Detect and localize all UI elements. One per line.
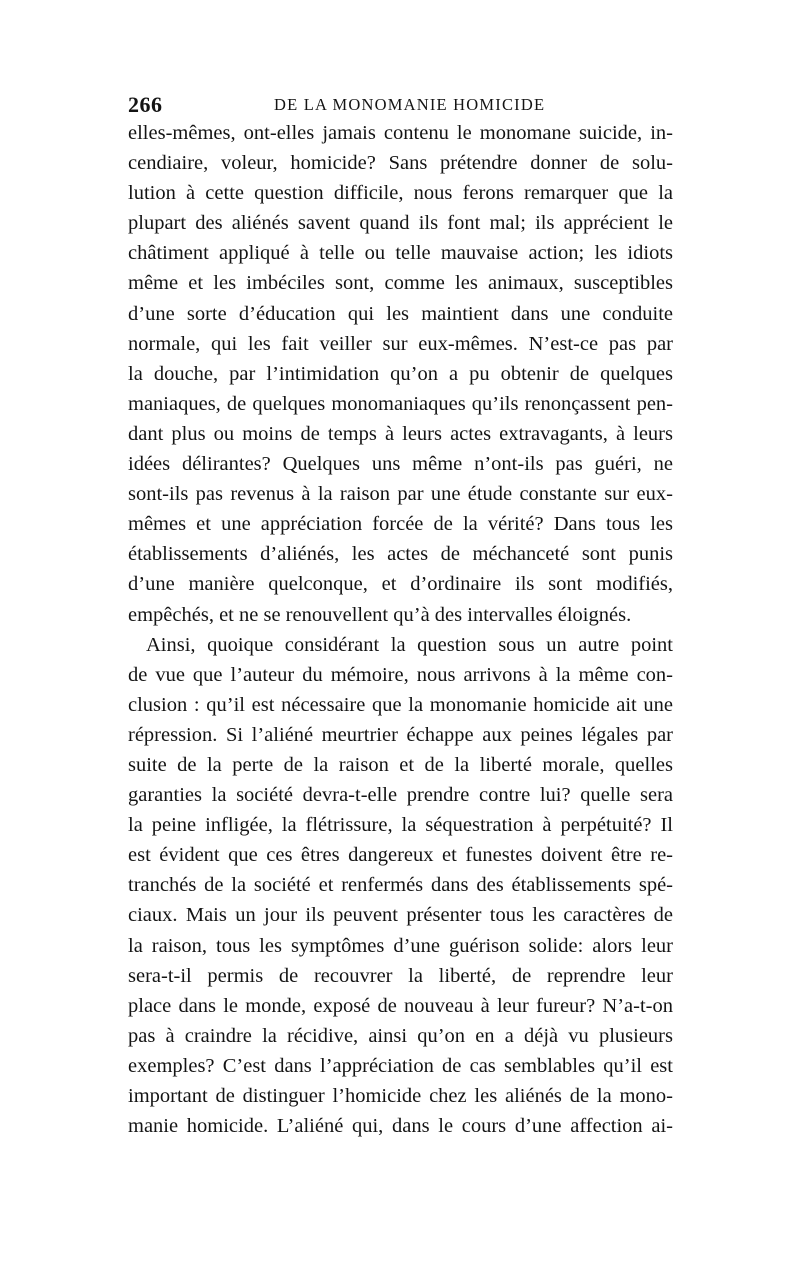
text-line: plupart des aliénés savent quand ils font mal; ils apprécient le — [128, 212, 673, 235]
text-line: d’une manière quelconque, et d’ordinaire ils sont modifiés, — [128, 573, 673, 596]
text-line: dant plus ou moins de temps à leurs actes extravagants, à leurs — [128, 422, 673, 445]
text-line: suite de la perte de la raison et de la liberté morale, quelles — [128, 753, 673, 776]
body-text — [128, 118, 673, 1141]
text-line: la peine infligée, la flétrissure, la séquestration à perpétuité? Il — [128, 814, 673, 837]
text-line: répression. Si l’aliéné meurtrier échappe aux peines légales par — [128, 723, 673, 746]
text-line: de vue que l’auteur du mémoire, nous arrivons à la même con- — [128, 663, 673, 686]
text-line: la douche, par l’intimidation qu’on a pu obtenir de quelques — [128, 362, 673, 385]
text-line: manie homicide. L’aliéné qui, dans le cours d’une affection ai- — [128, 1115, 673, 1138]
paragraph-end-line: empêchés, et ne se renouvellent qu’à des intervalles éloignés. — [128, 603, 632, 626]
text-line: d’une sorte d’éducation qui les maintient dans une conduite — [128, 302, 673, 325]
text-line: pas à craindre la récidive, ainsi qu’on en a déjà vu plusieurs — [128, 1024, 673, 1047]
text-line: ciaux. Mais un jour ils peuvent présenter tous les caractères de — [128, 904, 673, 927]
running-title: DE LA MONOMANIE HOMICIDE — [274, 95, 546, 114]
text-line: clusion : qu’il est nécessaire que la monomanie homicide ait une — [128, 693, 673, 716]
text-line: important de distinguer l’homicide chez les aliénés de la mono- — [128, 1085, 673, 1107]
text-line: lution à cette question difficile, nous ferons remarquer que la — [128, 182, 673, 205]
text-line: est évident que ces êtres dangereux et funestes doivent être re- — [128, 844, 673, 867]
text-line: châtiment appliqué à telle ou telle mauvaise action; les idiots — [128, 242, 673, 265]
text-line: tranchés de la société et renfermés dans des établissements spé- — [128, 874, 673, 897]
text-line: la raison, tous les symptômes d’une guérison solide: alors leur — [128, 934, 673, 957]
text-line: place dans le monde, exposé de nouveau à leur fureur? N’a-t-on — [128, 994, 673, 1017]
text-line: sont-ils pas revenus à la raison par une étude constante sur eux- — [128, 483, 673, 506]
running-header — [128, 92, 688, 120]
text-line: garanties la société devra-t-elle prendre contre lui? quelle sera — [128, 784, 673, 807]
text-line: même et les imbéciles sont, comme les animaux, susceptibles — [128, 272, 673, 295]
paragraph-start-line: Ainsi, quoique considérant la question sous un autre point — [146, 633, 673, 656]
text-line: normale, qui les fait veiller sur eux-mêmes. N’est-ce pas par — [128, 332, 673, 355]
page-number: 266 — [128, 92, 163, 117]
text-line: elles-mêmes, ont-elles jamais contenu le monomane suicide, in- — [128, 122, 673, 144]
text-line: mêmes et une appréciation forcée de la vérité? Dans tous les — [128, 513, 673, 536]
text-line: sera-t-il permis de recouvrer la liberté, de reprendre leur — [128, 964, 673, 987]
text-line: idées délirantes? Quelques uns même n’ont-ils pas guéri, ne — [128, 453, 673, 476]
text-line: exemples? C’est dans l’appréciation de cas semblables qu’il est — [128, 1054, 673, 1077]
text-line: établissements d’aliénés, les actes de méchanceté sont punis — [128, 543, 673, 566]
text-line: cendiaire, voleur, homicide? Sans prétendre donner de solu- — [128, 152, 673, 175]
text-line: maniaques, de quelques monomaniaques qu’ils renonçassent pen- — [128, 392, 673, 415]
